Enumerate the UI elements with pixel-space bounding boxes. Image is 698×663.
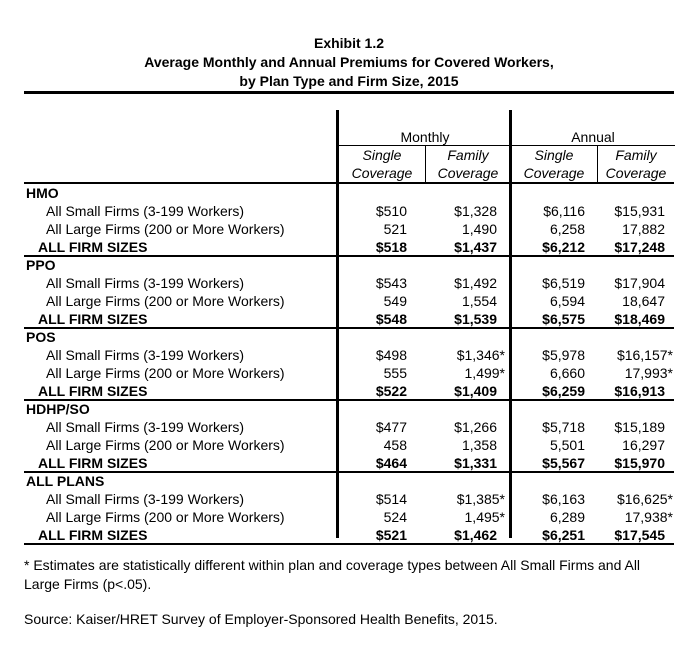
value-cell: $548 [375,311,407,327]
value-cell: 6,258 [549,221,585,237]
value-cell: $1,385* [456,491,505,507]
row-label: All Small Firms (3-199 Workers) [46,275,245,291]
row-label: All Large Firms (200 or More Workers) [46,509,285,525]
header-rule [24,182,674,184]
value-cell: $15,189 [614,419,665,435]
value-cell: 549 [383,293,407,309]
title-line-2: Average Monthly and Annual Premiums for Covered Workers, [144,54,554,70]
col-header-family-monthly-line2: Coverage [437,165,499,181]
value-cell: 5,501 [549,437,585,453]
monthly-col-divider [425,145,426,182]
group-separator-right [509,110,512,538]
value-cell: $1,328 [454,203,497,219]
value-cell: $6,212 [542,239,585,255]
row-label: All Large Firms (200 or More Workers) [46,293,285,309]
value-cell: $5,978 [542,347,585,363]
all-firm-sizes-label: ALL FIRM SIZES [38,527,148,543]
value-cell: 1,499* [464,365,505,381]
value-cell: $6,251 [542,527,585,543]
value-cell: $477 [375,419,407,435]
all-firm-sizes-label: ALL FIRM SIZES [38,455,148,471]
row-label: All Small Firms (3-199 Workers) [46,347,245,363]
value-cell: $1,539 [454,311,497,327]
section-title: HDHP/SO [26,401,90,417]
annual-underline [511,145,675,146]
all-firm-sizes-label: ALL FIRM SIZES [38,311,148,327]
value-cell: $5,567 [542,455,585,471]
title-line-3: by Plan Type and Firm Size, 2015 [239,73,459,89]
value-cell: $5,718 [542,419,585,435]
value-cell: 6,660 [549,365,585,381]
col-header-single-monthly: Single [362,147,402,163]
col-header-family-annual: Family [615,147,657,163]
monthly-header: Monthly [400,129,450,145]
section-rule [24,543,674,545]
value-cell: 1,358 [461,437,497,453]
value-cell: $1,266 [454,419,497,435]
row-label: All Large Firms (200 or More Workers) [46,437,285,453]
value-cell: $514 [375,491,407,507]
section-rule [24,399,674,401]
value-cell: $464 [375,455,407,471]
col-header-single-annual-line2: Coverage [523,165,585,181]
value-cell: $15,970 [614,455,665,471]
value-cell: $510 [375,203,407,219]
value-cell: $522 [375,383,407,399]
source-note: Source: Kaiser/HRET Survey of Employer-Sponsored Health Benefits, 2015. [24,611,498,627]
value-cell: $16,913 [614,383,665,399]
value-cell: $518 [375,239,407,255]
value-cell: 17,938* [624,509,673,525]
value-cell: $1,437 [454,239,497,255]
value-cell: 17,882 [622,221,665,237]
value-cell: $1,492 [454,275,497,291]
value-cell: 6,594 [549,293,585,309]
row-label: All Small Firms (3-199 Workers) [46,419,245,435]
value-cell: $6,116 [543,203,585,219]
value-cell: 17,993* [624,365,673,381]
section-title: ALL PLANS [26,473,105,489]
row-label: All Large Firms (200 or More Workers) [46,365,285,381]
title-rule [24,91,674,94]
value-cell: $6,163 [542,491,585,507]
value-cell: 16,297 [622,437,665,453]
value-cell: $17,904 [614,275,665,291]
value-cell: 18,647 [622,293,665,309]
annual-col-divider [597,145,598,182]
value-cell: $6,259 [542,383,585,399]
value-cell: $6,575 [542,311,585,327]
footnote-line-2: Large Firms (p<.05). [24,576,152,592]
value-cell: 6,289 [549,509,585,525]
section-rule [24,471,674,473]
section-title: POS [26,329,56,345]
row-label: All Small Firms (3-199 Workers) [46,203,245,219]
section-rule [24,327,674,329]
value-cell: $18,469 [614,311,665,327]
row-label: All Large Firms (200 or More Workers) [46,221,285,237]
value-cell: $1,462 [454,527,497,543]
value-cell: $17,545 [614,527,665,543]
value-cell: $1,409 [454,383,497,399]
row-label: All Small Firms (3-199 Workers) [46,491,245,507]
col-header-family-monthly: Family [447,147,489,163]
value-cell: 1,554 [461,293,497,309]
all-firm-sizes-label: ALL FIRM SIZES [38,239,148,255]
footnote-line-1: * Estimates are statistically different within plan and coverage types between All Small Firms and All [24,557,641,573]
value-cell: $17,248 [614,239,665,255]
value-cell: 458 [383,437,407,453]
value-cell: 1,495* [464,509,505,525]
value-cell: $15,931 [614,203,665,219]
annual-header: Annual [571,129,615,145]
value-cell: $6,519 [542,275,585,291]
section-rule [24,255,674,257]
col-header-family-annual-line2: Coverage [605,165,667,181]
value-cell: 521 [383,221,407,237]
section-title: PPO [26,257,56,273]
value-cell: $543 [375,275,407,291]
value-cell: $498 [375,347,407,363]
col-header-single-annual: Single [534,147,574,163]
value-cell: 524 [383,509,407,525]
value-cell: $1,346* [456,347,505,363]
title-line-1: Exhibit 1.2 [313,35,385,51]
value-cell: 1,490 [461,221,497,237]
col-header-single-monthly-line2: Coverage [351,165,413,181]
value-cell: $16,625* [616,491,673,507]
value-cell: $16,157* [616,347,673,363]
value-cell: $521 [375,527,407,543]
value-cell: 555 [383,365,407,381]
all-firm-sizes-label: ALL FIRM SIZES [38,383,148,399]
section-title: HMO [26,185,59,201]
value-cell: $1,331 [454,455,497,471]
group-separator-left [336,110,339,538]
